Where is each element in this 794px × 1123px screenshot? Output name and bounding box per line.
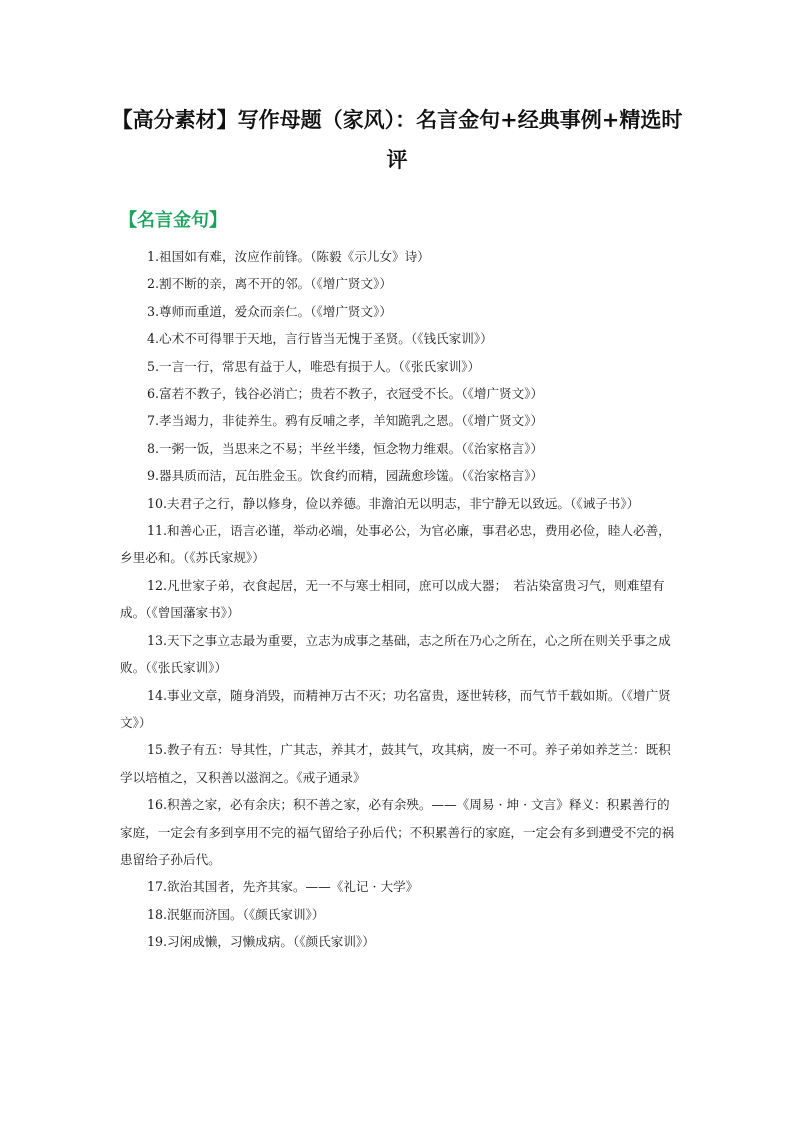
quote-item: 10.夫君子之行，静以修身，俭以养德。非澹泊无以明志，非宁静无以致远。（《诫子书》） <box>147 495 640 511</box>
quote-item: 15.教子有五：导其性，广其志，养其才，鼓其气，攻其病，废一不可。养子弟如养芝兰：既积学以培植之，又积善以滋润之。《戒子通录》 <box>120 742 671 785</box>
quote-item: 17.欲治其国者，先齐其家。——《礼记 · 大学》 <box>147 879 419 895</box>
quote-item: 11.和善心正，语言必谨，举动必端，处事必公，为官必廉，事君必忠，费用必俭，睦人必善，乡里必和。（《苏氏家规》） <box>120 523 671 566</box>
quote-item: 13.天下之事立志最为重要，立志为成事之基础，志之所在乃心之所在，心之所在则关乎事之成败。（《张氏家训》） <box>120 632 671 676</box>
quote-item: 1.祖国如有难，汝应作前锋。（陈毅《示儿女》诗） <box>147 249 430 264</box>
quote-item: 12.凡世家子弟，衣食起居，无一不与寒士相同，庶可以成大器； 若沾染富贵习气，则难望有成。（《曾国藩家书》） <box>120 577 665 621</box>
document-title: 【高分素材】写作母题（家风）：名言金句+经典事例+精选时评 <box>111 107 683 172</box>
quote-item: 19.习闲成懒，习懒成病。（《颜氏家训》） <box>147 934 375 950</box>
quote-item: 5.一言一行，常思有益于人，唯恐有损于人。（《张氏家训》） <box>147 358 481 374</box>
quote-item: 9.器具质而洁，瓦缶胜金玉。饮食约而精，园蔬愈珍馐。（《治家格言》） <box>147 468 544 484</box>
quote-item: 14.事业文章，随身消毁，而精神万古不灭；功名富贵，逐世转移，而气节千载如斯。（《增广贤文》） <box>120 687 671 730</box>
quote-item: 16.积善之家，必有余庆；积不善之家，必有余殃。——《周易 · 坤 · 文言》释义：积累善行的家庭，一定会有多到享用不完的福气留给子孙后代；不积累善行的家庭，一定会有多到遭受不完的祸患留给子孙后代。 <box>120 797 675 867</box>
quote-item: 6.富若不教子，钱谷必消亡；贵若不教子，衣冠受不长。（《增广贤文》） <box>147 386 544 402</box>
quote-item: 8.一粥一饭，当思来之不易；半丝半缕，恒念物力维艰。（《治家格言》） <box>147 440 544 456</box>
quote-list <box>120 243 678 956</box>
quote-item: 2.割不断的亲，离不开的邻。（《增广贤文》） <box>147 276 392 292</box>
quote-item: 4.心术不可得罪于天地，言行皆当无愧于圣贤。（《钱氏家训》） <box>147 331 493 347</box>
quote-item: 18.泯躯而济国。（《颜氏家训》） <box>147 906 325 922</box>
quote-item: 3.尊师而重道，爱众而亲仁。（《增广贤文》） <box>147 303 392 319</box>
section-heading-quotes: 【名言金句】 <box>119 210 227 231</box>
quote-item: 7.孝当竭力，非徒养生。鸦有反哺之孝，羊知跪乳之恩。（《增广贤文》） <box>147 413 544 429</box>
